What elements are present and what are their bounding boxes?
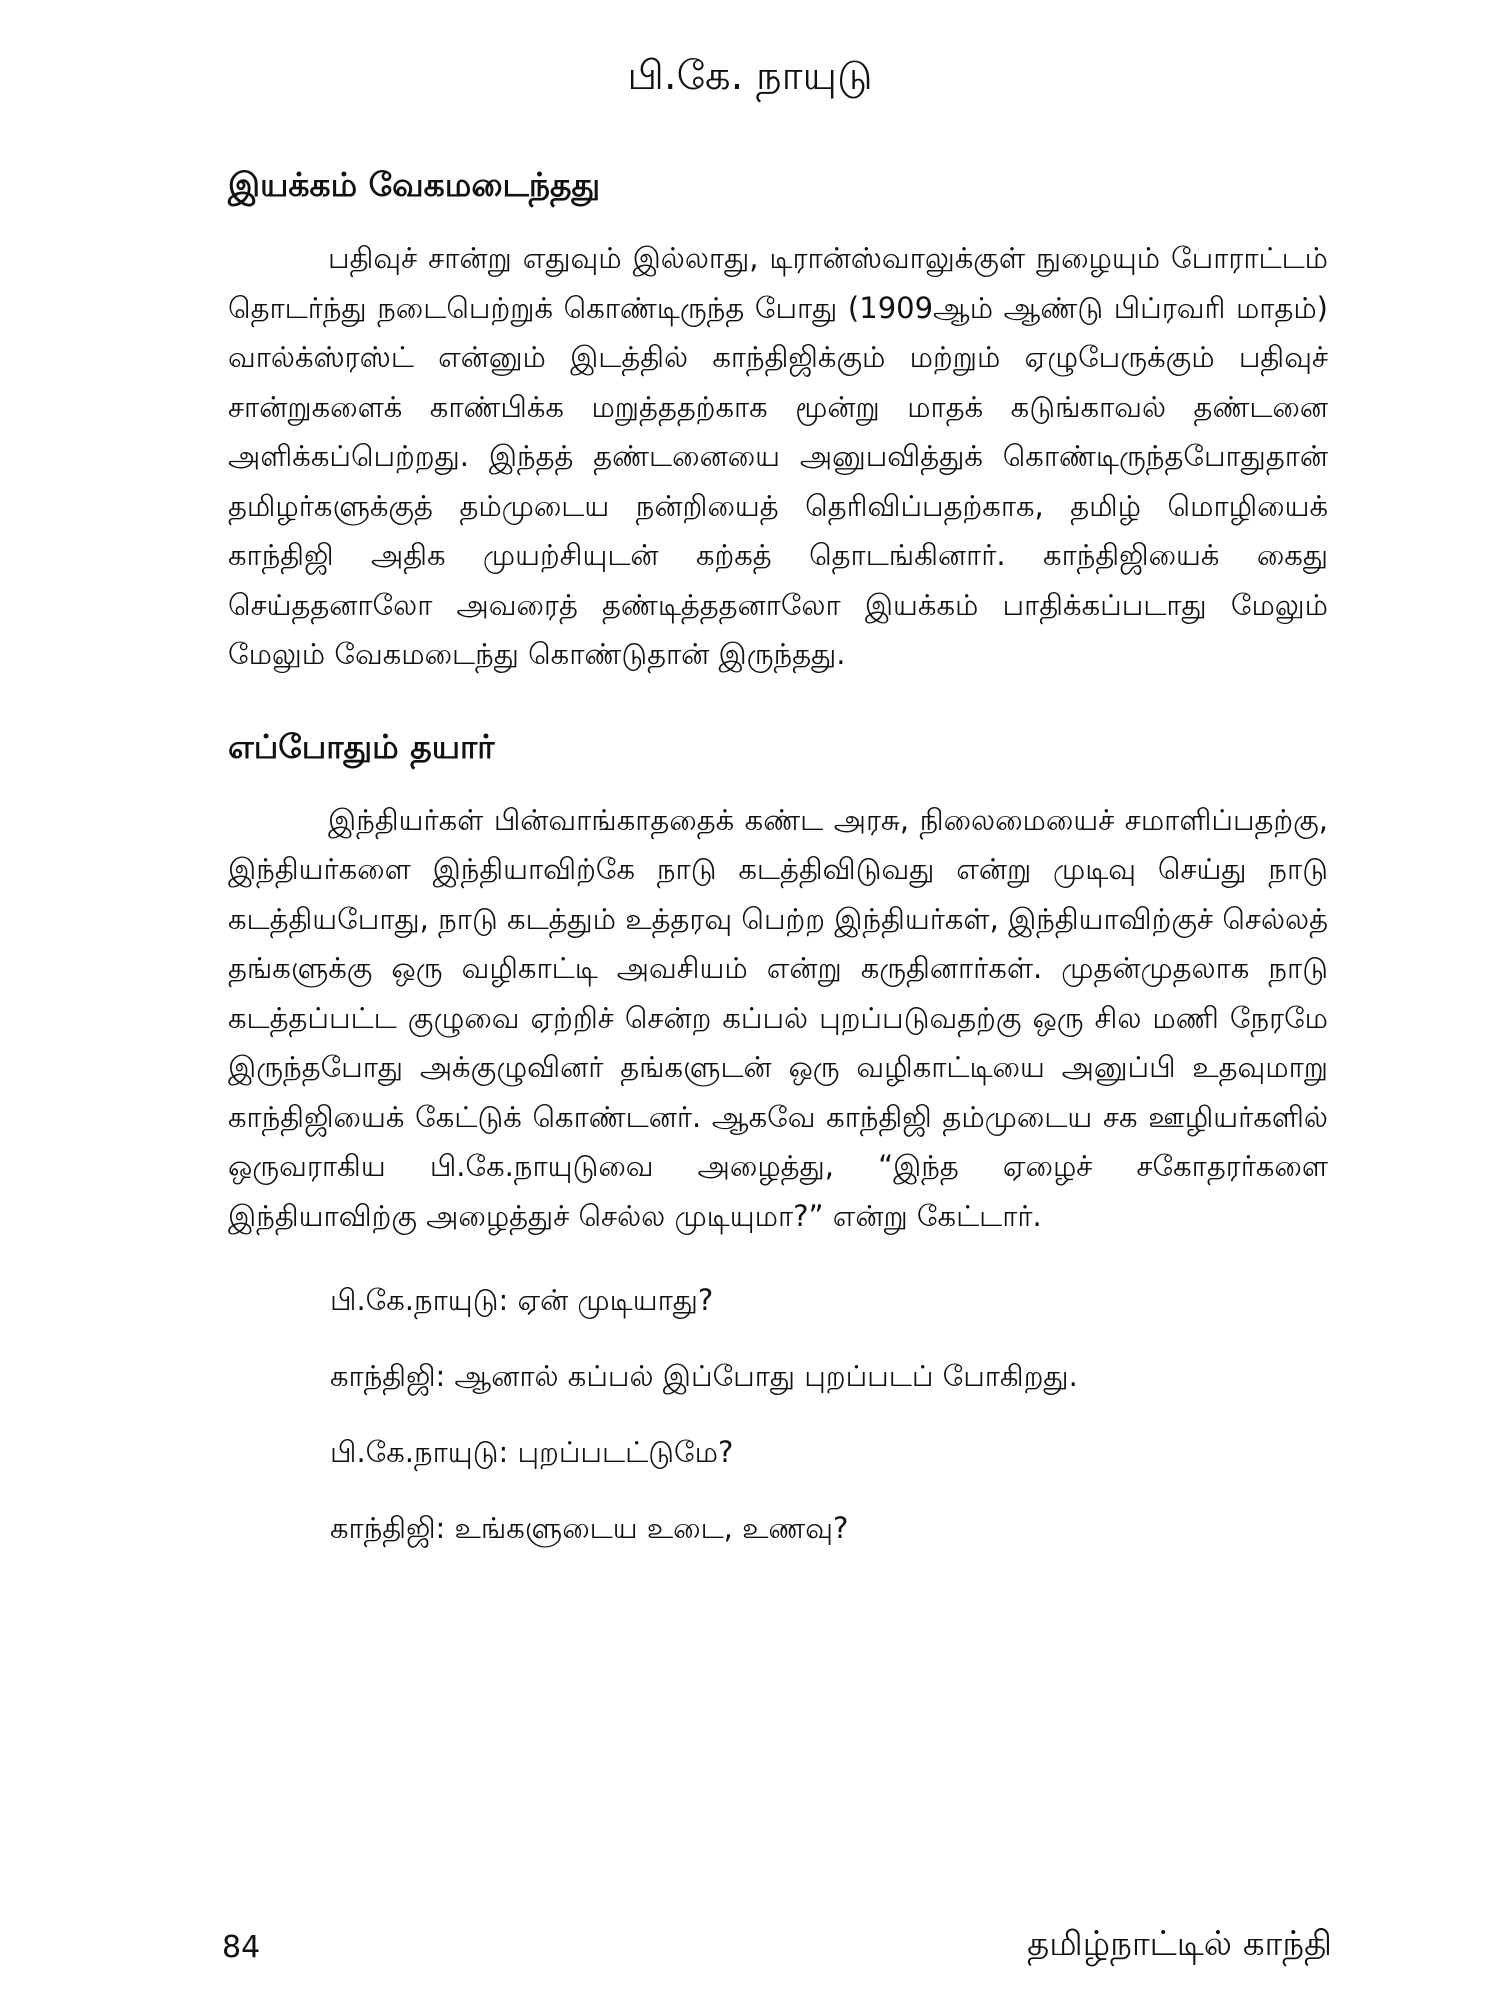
section-paragraph-always-ready: இந்தியர்கள் பின்வாங்காததைக் கண்ட அரசு, நிலைமையைச் சமாளிப்பதற்கு, இந்தியர்களை இந்தியாவிற்கே நாடு கடத்திவிடுவது என்று முடிவு செய்து நாடு கடத்தியபோது, நாடு கடத்தும் உத்தரவு பெற்ற இந்தியர்கள், இந்தியாவிற்குச் செல்லத் தங்களுக்கு ஒரு வழிகாட்டி அவசியம் என்று கருதினார்கள். முதன்முதலாக நாடு கடத்தப்பட்ட குழுவை ஏற்றிச் சென்ற கப்பல் புறப்படுவதற்கு ஒரு சில மணி நேரமே இருந்தபோது அக்குழுவினர் தங்களுடன் ஒரு வழிகாட்டியை அனுப்பி உதவுமாறு காந்திஜியைக் கேட்டுக் கொண்டனர். ஆகவே காந்திஜி தம்முடைய சக ஊழியர்களில் ஒருவராகிய பி.கே.நாயுடுவை அழைத்து, “இந்த ஏழைச் சகோதரர்களை இந்தியாவிற்கு அழைத்துச் செல்ல முடியுமா?” என்று கேட்டார். (228, 802, 1328, 1233)
section-paragraph-movement: பதிவுச் சான்று எதுவும் இல்லாது, டிரான்ஸ்வாலுக்குள் நுழையும் போராட்டம் தொடர்ந்து நடைபெற்றுக் கொண்டிருந்த போது (1909ஆம் ஆண்டு பிப்ரவரி மாதம்) வால்க்ஸ்ரஸ்ட் என்னும் இடத்தில் காந்திஜிக்கும் மற்றும் ஏழுபேருக்கும் பதிவுச் சான்றுகளைக் காண்பிக்க மறுத்ததற்காக மூன்று மாதக் கடுங்காவல் தண்டனை அளிக்கப்பெற்றது. இந்தத் தண்டனையை அனுபவித்துக் கொண்டிருந்தபோதுதான் தமிழர்களுக்குத் தம்முடைய நன்றியைத் தெரிவிப்பதற்காக, தமிழ் மொழியைக் காந்திஜி அதிக முயற்சியுடன் கற்கத் தொடங்கினார். காந்திஜியைக் கைது செய்ததனாலோ அவரைத் தண்டித்ததனாலோ இயக்கம் பாதிக்கப்படாது மேலும் மேலும் வேகமடைந்து கொண்டுதான் இருந்தது. (228, 241, 1328, 671)
dialogue-line: பி.கே.நாயுடு: புறப்படட்டுமே? (330, 1435, 734, 1469)
section-heading-always-ready: எப்போதும் தயார் (228, 726, 495, 766)
page-title: பி.கே. நாயுடு (627, 53, 873, 99)
page-number: 84 (222, 1930, 261, 1965)
dialogue-line: பி.கே.நாயுடு: ஏன் முடியாது? (330, 1283, 714, 1317)
dialogue-line: காந்திஜி: ஆனால் கப்பல் இப்போது புறப்படப் போகிறது. (330, 1359, 1078, 1393)
page-content (228, 160, 1328, 1579)
section-heading-movement: இயக்கம் வேகமடைந்தது (228, 165, 601, 204)
book-title: தமிழ்நாட்டில் காந்தி (1027, 1924, 1332, 1964)
dialogue-list (228, 1275, 1328, 1553)
dialogue-line: காந்திஜி: உங்களுடைய உடை, உணவு? (330, 1511, 849, 1545)
